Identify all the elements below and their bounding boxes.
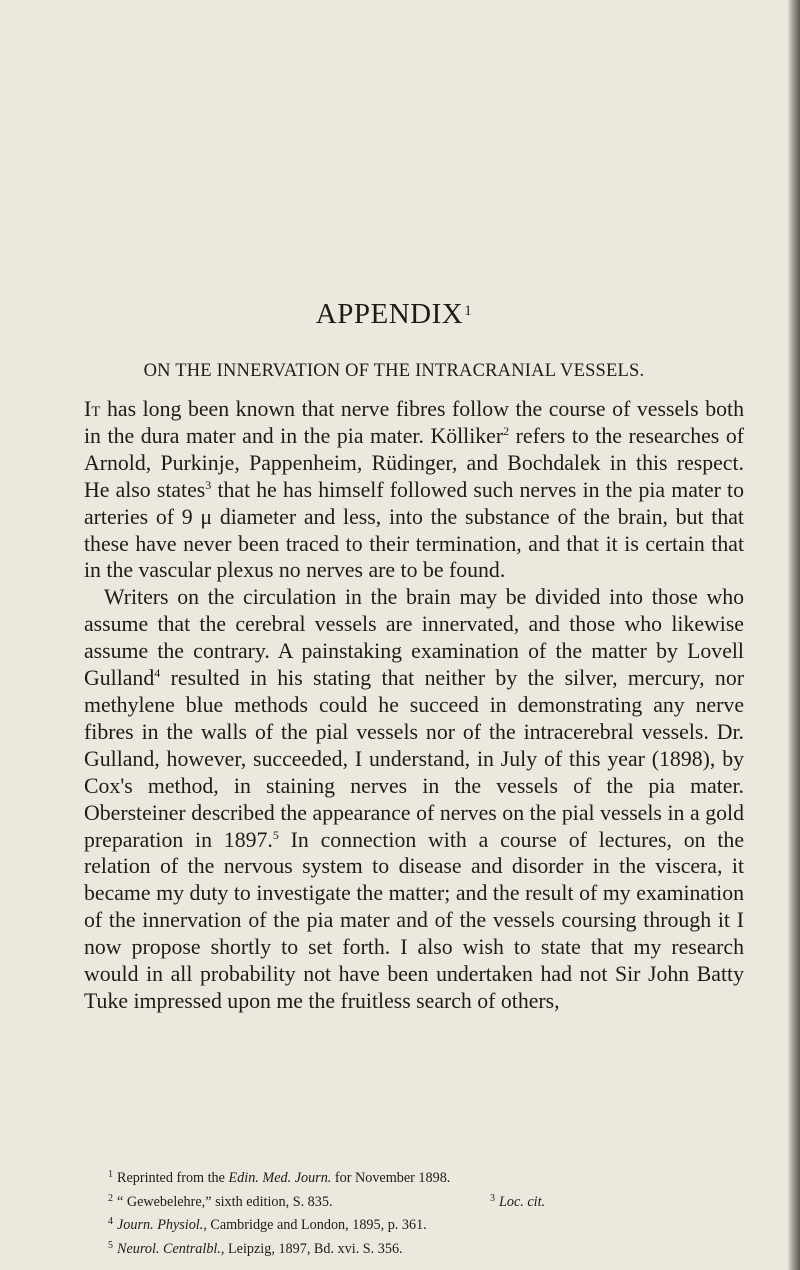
appendix-subtitle: ON THE INNERVATION OF THE INTRACRANIAL VESSELS. — [143, 361, 645, 381]
footnote-journal: Edin. Med. Journ. — [228, 1170, 332, 1186]
paragraph-2-text-b: resulted in his stating that neither by the silver, mercury, nor methylene blue methods could he succeed in demonstrating any nerve fibres in the walls of the pial vessels nor of the intracerebral vessels. Dr. Gulland, however, succeeded, I understand, in July of this year (1898), by Cox's method, in staining nerves in the vessels of the pia mater. Obersteiner described the appearance of nerves on the pial vessels in a gold preparation in 1897. — [84, 666, 744, 852]
note-marker-5: 5 — [272, 827, 279, 842]
paragraph-1-text-a: has long been known that nerve fibres follow the course of vessels both in the dura mater and in the pia mater. Kölliker — [84, 397, 744, 448]
footnote-journal: Neurol. Centralbl. — [117, 1240, 221, 1257]
footnote-number: 5 — [108, 1239, 113, 1251]
note-marker-4: 4 — [154, 666, 161, 681]
footnote-2 — [108, 1194, 333, 1210]
title-note-marker: 1 — [464, 303, 473, 319]
footnote-row-2-3 — [108, 1189, 758, 1213]
footnote-number: 4 — [108, 1216, 113, 1227]
appendix-title-text: APPENDIX — [315, 298, 464, 330]
footnotes — [108, 1165, 758, 1259]
paragraph-2-text-a: Writers on the circulation in the brain may be divided into those who assume that the cerebral vessels are innervated, and those who likewise assume the contrary. A painstaking examination of the matter by Lovell Gulland — [84, 585, 744, 691]
footnote-number: 2 — [108, 1192, 113, 1204]
footnote-text: for November 1898. — [331, 1170, 451, 1186]
footnote-journal: Loc. cit. — [499, 1193, 546, 1210]
footnote-text: “ Gewebelehre,” sixth edition, S. 835. — [117, 1193, 333, 1210]
paragraph-1 — [84, 396, 744, 584]
footnote-journal: Journ. Physiol. — [117, 1217, 204, 1233]
footnote-text: , Leipzig, 1897, Bd. xvi. S. 356. — [220, 1240, 403, 1257]
note-marker-2: 2 — [503, 423, 510, 438]
paragraph-1-text-c: that he has himself followed such nerves in the pia mater to arteries of 9 μ diameter and less, into the substance of the brain, but that these have never been traced to their termination, and that it is certain that in the vascular plexus no nerves are to be found. — [84, 477, 744, 583]
footnote-5 — [108, 1236, 758, 1260]
footnote-1 — [108, 1165, 758, 1189]
footnote-text: Reprinted from the — [117, 1170, 229, 1186]
paragraph-1-first-word: It — [84, 397, 101, 421]
body-text — [84, 396, 744, 1015]
footnote-text: , Cambridge and London, 1895, p. 361. — [203, 1217, 427, 1233]
paragraph-1-text-b: refers to the researches of Arnold, Purkinje, Pappenheim, Rüdinger, and Bochdalek in this respect. He also states — [84, 423, 744, 502]
footnote-number: 3 — [490, 1192, 495, 1204]
note-marker-3: 3 — [205, 477, 212, 492]
footnote-number: 1 — [108, 1169, 113, 1180]
paragraph-2-text-c: In connection with a course of lectures, on the relation of the nervous system to disease and disorder in the viscera, it became my duty to investigate the matter; and the result of my examination of the innervation of the pia mater and of the vessels coursing through it I now propose shortly to set forth. I also wish to state that my research would in all probability not have been undertaken had not Sir John Batty Tuke impressed upon me the fruitless search of others, — [84, 827, 744, 1013]
appendix-title — [0, 298, 788, 331]
paragraph-2 — [84, 584, 744, 1015]
footnote-3 — [490, 1189, 545, 1213]
page-edge-shadow — [788, 0, 800, 1270]
footnote-4 — [108, 1212, 758, 1236]
